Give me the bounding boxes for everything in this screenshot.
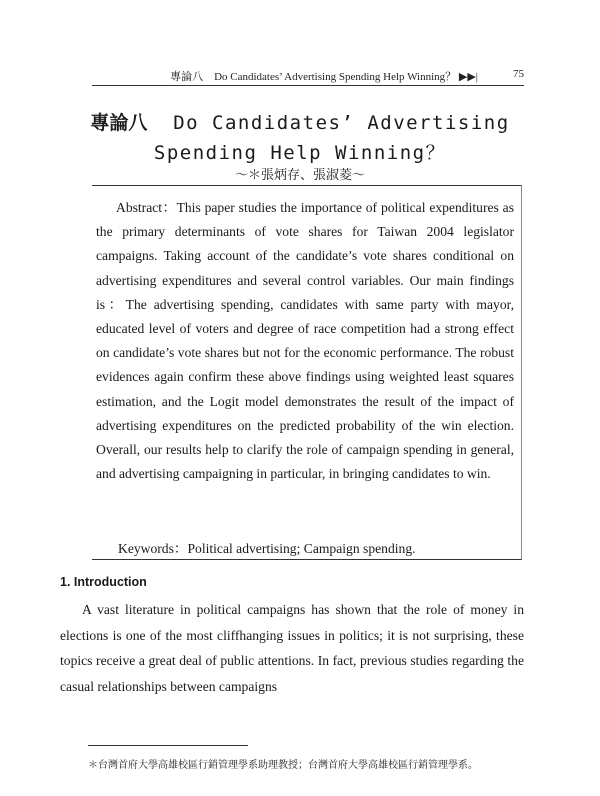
footnote-rule	[88, 745, 248, 746]
section-heading-introduction: 1. Introduction	[60, 575, 147, 589]
authors: ～＊張炳存、張淑菱～	[234, 167, 365, 182]
title-line-1-text: Do Candidates’ Advertising	[173, 112, 510, 134]
title-line-1	[60, 108, 540, 138]
paper-title	[60, 108, 540, 168]
abstract-text: Abstract：This paper studies the importance of political expenditures as the primary determinants of vote shares for Taiwan 2004 legislator campaigns. Taking account of the candidate’s vote shares conditional on advertising expenditures and several control variables. Our main findings is：The advertising spending, candidates with same party with mayor, educated level of voters and degree of race competition had a strong effect on candidate’s vote shares but not for the economic performance. The robust evidences again confirm these above findings using weighted least squares estimation, and the Logit model demonstrates the result of the impact of advertising expenditures on the predicted probability of the win election. Overall, our results help to clarify the role of campaign spending in general, and advertising campaigning in particular, in bringing candidates to win.	[96, 200, 514, 482]
keywords: Keywords：Political advertising; Campaign spending.	[118, 541, 416, 556]
running-title: 專論八 Do Candidates’ Advertising Spending Help Winning？ ▶▶|	[170, 71, 478, 83]
title-line-2: Spending Help Winning？	[153, 142, 447, 164]
header-rule	[92, 85, 524, 86]
title-cjk-label: 專論八	[90, 112, 148, 134]
introduction-text: A vast literature in political campaigns has shown that the role of money in elections is one of the most cliffhanging issues in politics; it is not surprising, these topics receive a great deal of public attentions. In fact, previous studies regarding the casual relationships between campaigns	[60, 602, 524, 694]
running-header	[92, 66, 524, 86]
page-number: 75	[513, 68, 524, 80]
footnote: ＊台灣首府大學高雄校區行銷管理學系助理教授；台灣首府大學高雄校區行銷管理學系。	[88, 760, 478, 771]
